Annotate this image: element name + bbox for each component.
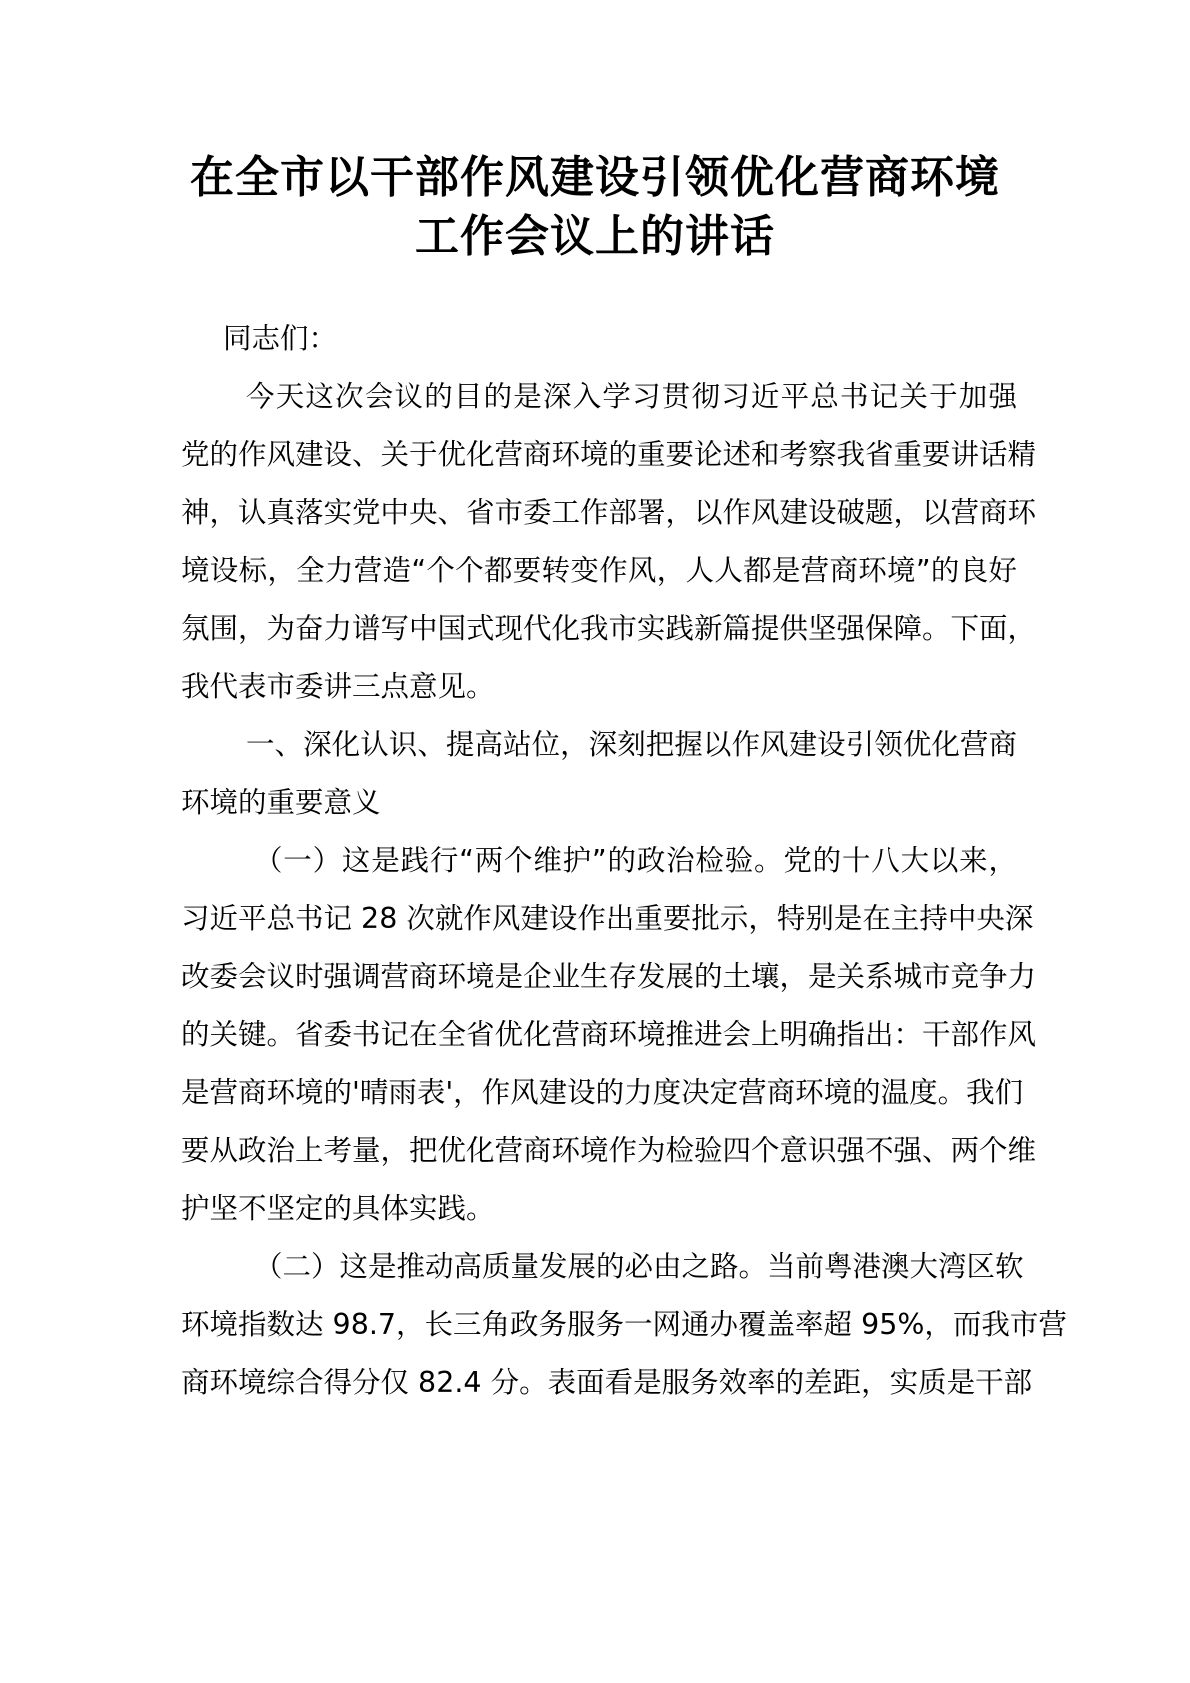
section-heading-line: 一、深化认识、提高站位，深刻把握以作风建设引领优化营商 — [246, 728, 1017, 761]
paragraph-line: 环境指数达 98.7，长三角政务服务一网通办覆盖率超 95%，而我市营 — [181, 1308, 1067, 1341]
paragraph-line: 我代表市委讲三点意见。 — [181, 670, 495, 703]
paragraph-line: 今天这次会议的目的是深入学习贯彻习近平总书记关于加强 — [246, 380, 1017, 413]
paragraph-line: （一）这是践行“两个维护”的政治检验。党的十八大以来， — [254, 844, 1017, 877]
paragraph-line: （二）这是推动高质量发展的必由之路。当前粤港澳大湾区软 — [254, 1250, 1024, 1283]
document-title-line-1: 在全市以干部作风建设引领优化营商环境 — [190, 152, 1000, 203]
section-heading-line: 环境的重要意义 — [181, 786, 381, 819]
paragraph-line: 境设标，全力营造“个个都要转变作风，人人都是营商环境”的良好 — [181, 554, 1017, 587]
paragraph-line: 护坚不坚定的具体实践。 — [181, 1192, 495, 1225]
document-title-line-2: 工作会议上的讲话 — [415, 211, 775, 262]
paragraph-line: 改委会议时强调营商环境是企业生存发展的土壤，是关系城市竞争力 — [181, 960, 1037, 993]
paragraph-line: 是营商环境的'晴雨表'，作风建设的力度决定营商环境的温度。我们 — [181, 1076, 1024, 1109]
paragraph-line: 习近平总书记 28 次就作风建设作出重要批示，特别是在主持中央深 — [181, 902, 1034, 935]
paragraph-line: 商环境综合得分仅 82.4 分。表面看是服务效率的差距，实质是干部 — [181, 1366, 1033, 1399]
paragraph-line: 的关键。省委书记在全省优化营商环境推进会上明确指出：干部作风 — [181, 1018, 1037, 1051]
paragraph-line: 氛围，为奋力谱写中国式现代化我市实践新篇提供坚强保障。下面， — [181, 612, 1037, 645]
salutation: 同志们： — [223, 322, 338, 355]
paragraph-line: 神，认真落实党中央、省市委工作部署，以作风建设破题，以营商环 — [181, 496, 1037, 529]
paragraph-line: 党的作风建设、关于优化营商环境的重要论述和考察我省重要讲话精 — [181, 438, 1037, 471]
paragraph-line: 要从政治上考量，把优化营商环境作为检验四个意识强不强、两个维 — [181, 1134, 1037, 1167]
